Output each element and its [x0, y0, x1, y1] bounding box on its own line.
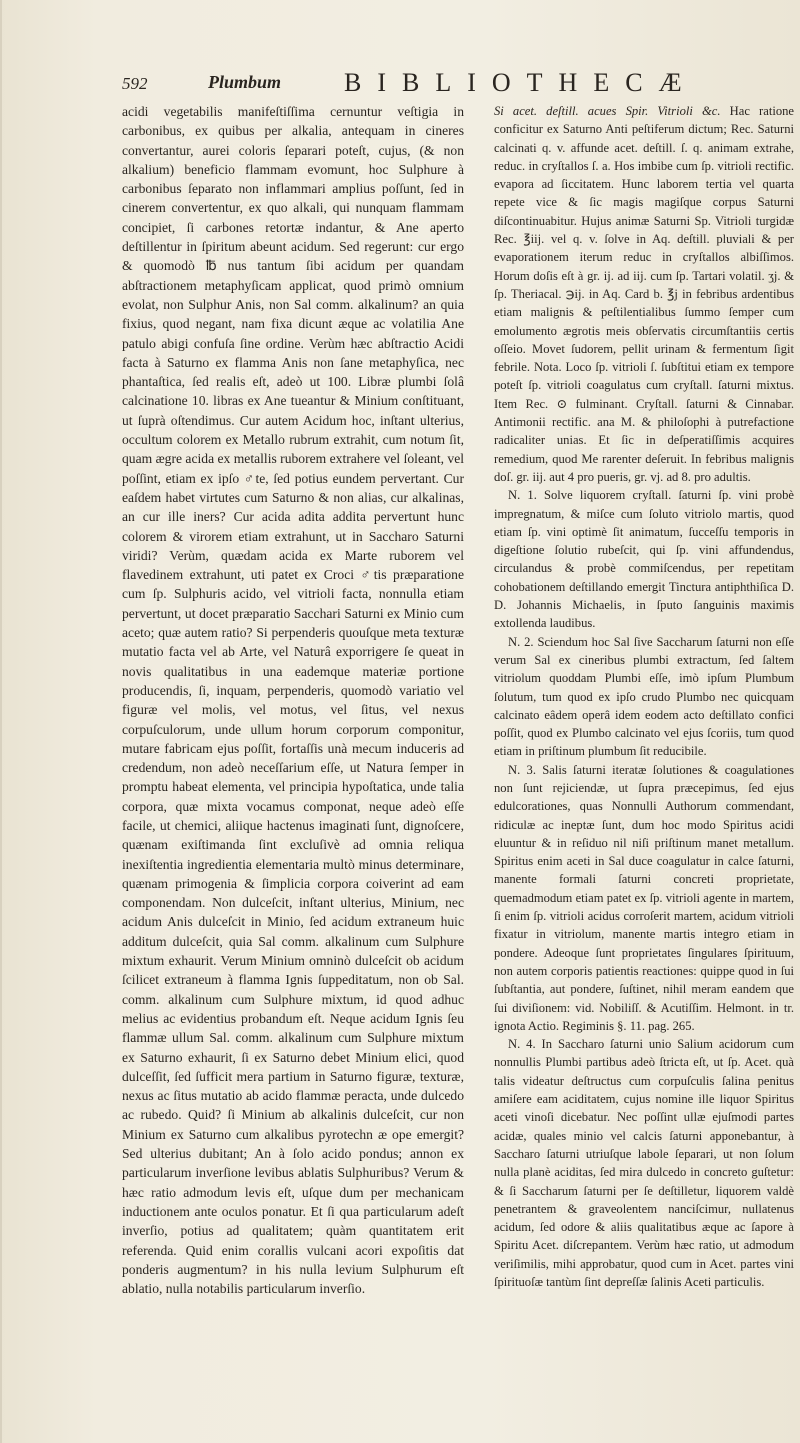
note-n3: N. 3. Salis ſaturni iteratæ ſolutiones & coagulationes non ſunt rejiciendæ, ut ſupra præcepimus, ſed ejus edulcorationes, quas Nonnulli Authorum commendant, ridiculæ ac ineptæ ſunt, dum hoc modo Spiritus acidi eluuntur & in reſiduo nil niſi priſtinum manet metallum. Spiritus enim aceti in Sal duce coagulatur in calce ſaturni, manente formali ſaturni concreti proprietate, quemadmodum etiam patet ex ſp. vitrioli agente in martem, ſi enim ſp. vitrioli acidus corroſerit martem, acidum vitrioli fixatur in vitriolum, manente martis integro etiam in pondere. Adeoque ſunt proprietates ſingulares ſpirituum, non autem corporis patientis reactiones: quippe quod in ſui ſubſtantia, aut pondere, ſuſtinet, nihil meram eandem que ſui diviſionem: vid. Nobiliſſ. & Acutiſſim. Helmont. in tr. ignota Actio. Regiminis §. 11. pag. 265.	[494, 762, 794, 1033]
right-column-lead-paragraph	[494, 102, 794, 486]
running-title: Plumbum	[208, 72, 282, 92]
note-n1: N. 1. Solve liquorem cryſtall. ſaturni ſp. vini probè impregnatum, & miſce cum ſoluto vitriolo martis, quod etiam ſp. vini optimè ſit animatum, ſucceſſu temporis in digeſtione ſolutio rubeſcit, qui ſp. vini affundendus, circulandus & probè commiſcendus, per repetitam cohobationem deſtillando emergit Tinctura antiphthiſica D. D. Johannis Michaelis, in ſputo ſanguinis maximis extollenda laudibus.	[494, 488, 794, 631]
page-number: 592	[122, 74, 148, 93]
page-header	[118, 60, 798, 100]
lead-heading: Si acet. deſtill. acues Spir. Vitrioli &c.	[494, 104, 721, 118]
section-title: BIBLIOTHECÆ	[344, 68, 698, 97]
note-n4: N. 4. In Saccharo ſaturni unio Salium acidorum cum nonnullis Plumbi partibus adeò ſtricta eſt, ut ſp. Acet. quà talis videatur deſtructus cum corpuſculis ſalina penitus amiſere eam aciditatem, cujus nomine ille liquor Spiritus aceti vinoſi dicebatur. Nec poſſint ullæ ejuſmodi partes acidæ, quales minio vel calcis ſaturni apponebantur, à Saccharo ſaturni utriuſque labole ſeparari, ut non ſolum nulla planè aciditas, ſed mira dulcedo in concreto guſtetur: & ſi Saccharum ſaturni per ſe deſtilletur, liquorem valdè penetrantem & graveolentem nanciſcimur, nullatenus acidum, ſed odore & aliis qualitatibus æque ac ſapore à Spiritu Acet. diſcrepantem. Verùm hæc ratio, ut admodum veriſimilis, mihi approbatur, quod cum in Acet. partes vini ſpirituoſæ tantùm ſint depreſſæ ſalinis Aceti particulis.	[494, 1037, 794, 1289]
right-text-column	[494, 102, 795, 1289]
left-column-text: acidi vegetabilis manifeſtiſſima cernuntur veſtigia in carbonibus, ex quibus per alkalia, antequam in cineres convertantur, aurei coloris ſeparari poteſt, cujus, (& non alkalium) beneficio flammam evomunt, hoc Sulphure à carbonibus ſeparato non inflammari amplius poſſunt, ſed in cinerem convertentur, ex quo alkali, qui nunquam flammam concipiet, ſi carbones retortæ indantur, & Ane aperto deſtillentur in ſpiritum abeunt acidum. Sed regerunt: cur ergo & quomodò ℔ nus tantum ſibi acidum per quandam abſtractionem metaphyſicam applicat, quod primò omnium evolat, non Sulphur Anis, non Sal comm. alkalinum? an quia fixius, quod negant, nam fixa dicunt æque ac volatilia Ane patulo abigi confuſa ſine ordine. Verùm hæc abſtractio Acidi facta à Saturno ex flamma Anis non ſane metaphyſica, nec phantaſtica, ſed realis eſt, adeò ut 100. Libræ plumbi ſolâ calcinatione 10. libras ex Ane tueantur & Minium conſtituant, ut ſuprà oſtendimus. Cur autem Acidum hoc, inſtant ulterius, occultum colorem ex Metallo rubrum extrahit, cum notum ſit, quam ægre acida ex metallis ruborem extrahere vel ſoleant, vel poſſint, etiam ex ipſo ♂te, ſed potius eundem pervertant. Cur eaſdem habet virtutes cum Saturno & non alias, cur alkalinas, an cur ille iners? Cur acida adita addita pervertunt hunc colorem & virorem etiam extrahunt, ut in Saccharo Saturni viridi? Verùm, quædam acida ex Marte ruborem vel flavedinem extrahunt, uti patet ex Croci ♂tis præparatione cum ſp. Sulphuris acido, vel vitrioli facta, nonnulla etiam pervertunt, ut docet præparatio Sacchari Saturni ex Minio cum aceto; quæ autem ratio? Si perpenderis quouſque meta texturæ mutatio facta vel ab Arte, vel Naturâ exporrigere ſe queat in novis qualitatibus in una eademque materiæ portione producendis, ſi, inquam, perpenderis, quomodò variatio vel figuræ vel molis, vel motus, vel ſitus, vel nexus corpuſculorum, unde ullum horum corporum componitur, mutare fabricam ejus poſſit, fortaſſis unà mecum induceris ad credendum, non adeò neceſſarium eſſe, ut Natura ſemper in promptu habeat elementa, vel principia hypoſtatica, unde talia corpora, quæ mixta vocamus componat, neque adeò eſſe facile, ut chemici, aliique hactenus imaginati ſunt, dignoſcere, quænam exiſtimanda ſint excluſivè ad omnia reliqua inexiſtentia ingredientia elementaria multò minus determinare, quænam primogenia & ſimplicia corpora coiverint ad eam componendam. Non dulceſcit, inſtant ulterius, Minium, nec acidum Anis dulceſcit in Minio, ſed acidum extraneum huic additum dulceſcit, quia Sal comm. alkalinum cum Sulphure mixtum exhaurit. Verum Minium omninò dulceſcit ob acidum ſcilicet extraneum à flamma Ignis ſuppeditatum, non ob Sal. comm. alkalinum cum Sulphure mixtum, id quod adhuc melius ac evidentius probandum eſt. Neque acidum Ignis ſeu flammæ ullum Sal. comm. alkalinum cum Sulphure mixtum ex Saturno exhaurit, ſi ex Saturno debet Minium elici, quod dulceſſit, ſed ſufficit mera partium in Saturno figuræ, texturæ, nexus ac ſitus mutatio ab acido flammæ peracta, unde dulcedo ac rubedo. Quid? ſi Minium ab alkalinis dulceſcit, cur non Minium ex Saturno cum alkalibus pyrotechn æ ope emergit? Sed ulterius dubitant; An à ſolo acido pondus; annon ex particularum inverſione levibus ablatis Sulphuribus? Verum & hæc ratio admodum levis eſt, uſque dum per mechanicam inductionem ante oculos ponatur. Et ſi qua particularum adeſt inverſio, potius ad qualitatem; quàm quantitatem erit referenda. Quid enim corallis vulcani acori expoſitis dat ponderis augmentum? in his nulla levium Sulphurum eſt ablatio, nulla notabilis particularum inverſio.	[122, 104, 464, 1297]
gutter-shadow	[0, 0, 2, 1443]
lead-text: Hac ratione conficitur ex Saturno Anti peſtiferum dictum; Rec. Saturni calcinati q. v. affunde acet. deſtill. ſ. q. animam extrahe, reduc. in cryſtallos ſ. a. Hos imbibe cum ſp. vitrioli rectific. evapora ad ſiccitatem. Hunc laborem tertia vel quarta repete vice & ſic magis magiſque corpus Saturni diſcontinuabitur. Hujus animæ Saturni Sp. Vitrioli turgidæ Rec. ℥iij. vel q. v. ſolve in Aq. deſtill. pluviali & per evaporationem iterum reduc in cryſtallos albiſſimos. Horum doſis eſt à gr. ij. ad iij. cum ſp. Tartari volatil. ʒj. & ſp. Theriacal. ℈ij. in Aq. Card b. ℥j in febribus ardentibus etiam malignis & peſtilentialibus ſummo ſemper cum emolumento ægrotis meis obſervatis circumſtantiis certis oſſeio. Movet ſudorem, pellit urinam & fermentum ſigit febrile. Nota. Loco ſp. vitrioli ſ. ſubſtitui etiam ex tempore poteſt ſp. vitrioli coagulatus cum cryſtall. ſaturni mixtus. Item Rec. ⊙ fulminant. Cryſtall. ſaturni & Cinnabar. Antimonii rectific. ana M. & philoſophi à putrefactione radicaliter unias. Et ſic in deſperatiſſimis acquires remedium, quod Me rarenter deſeruit. In febribus malignis doſ. gr. iij. aut 4 pro pueris, gr. vj. ad 8. pro adultis.	[494, 104, 795, 484]
note-n2: N. 2. Sciendum hoc Sal ſive Saccharum ſaturni non eſſe verum Sal ex cineribus plumbi extractum, ſed ſaltem vitriolum quoddam Plumbi eſſe, imò ipſum Plumbum ſolutum, tum quod ex ipſo crudo Plumbo nec quicquam calcinato eâdem operâ idem eodem acto deſtillato confici poſſit, quod ex Plumbo calcinato vel ejus ſcoriis, tum quod etiam in priſtinum plumbum ſit reducibile.	[494, 634, 794, 759]
left-text-column	[122, 102, 464, 1297]
